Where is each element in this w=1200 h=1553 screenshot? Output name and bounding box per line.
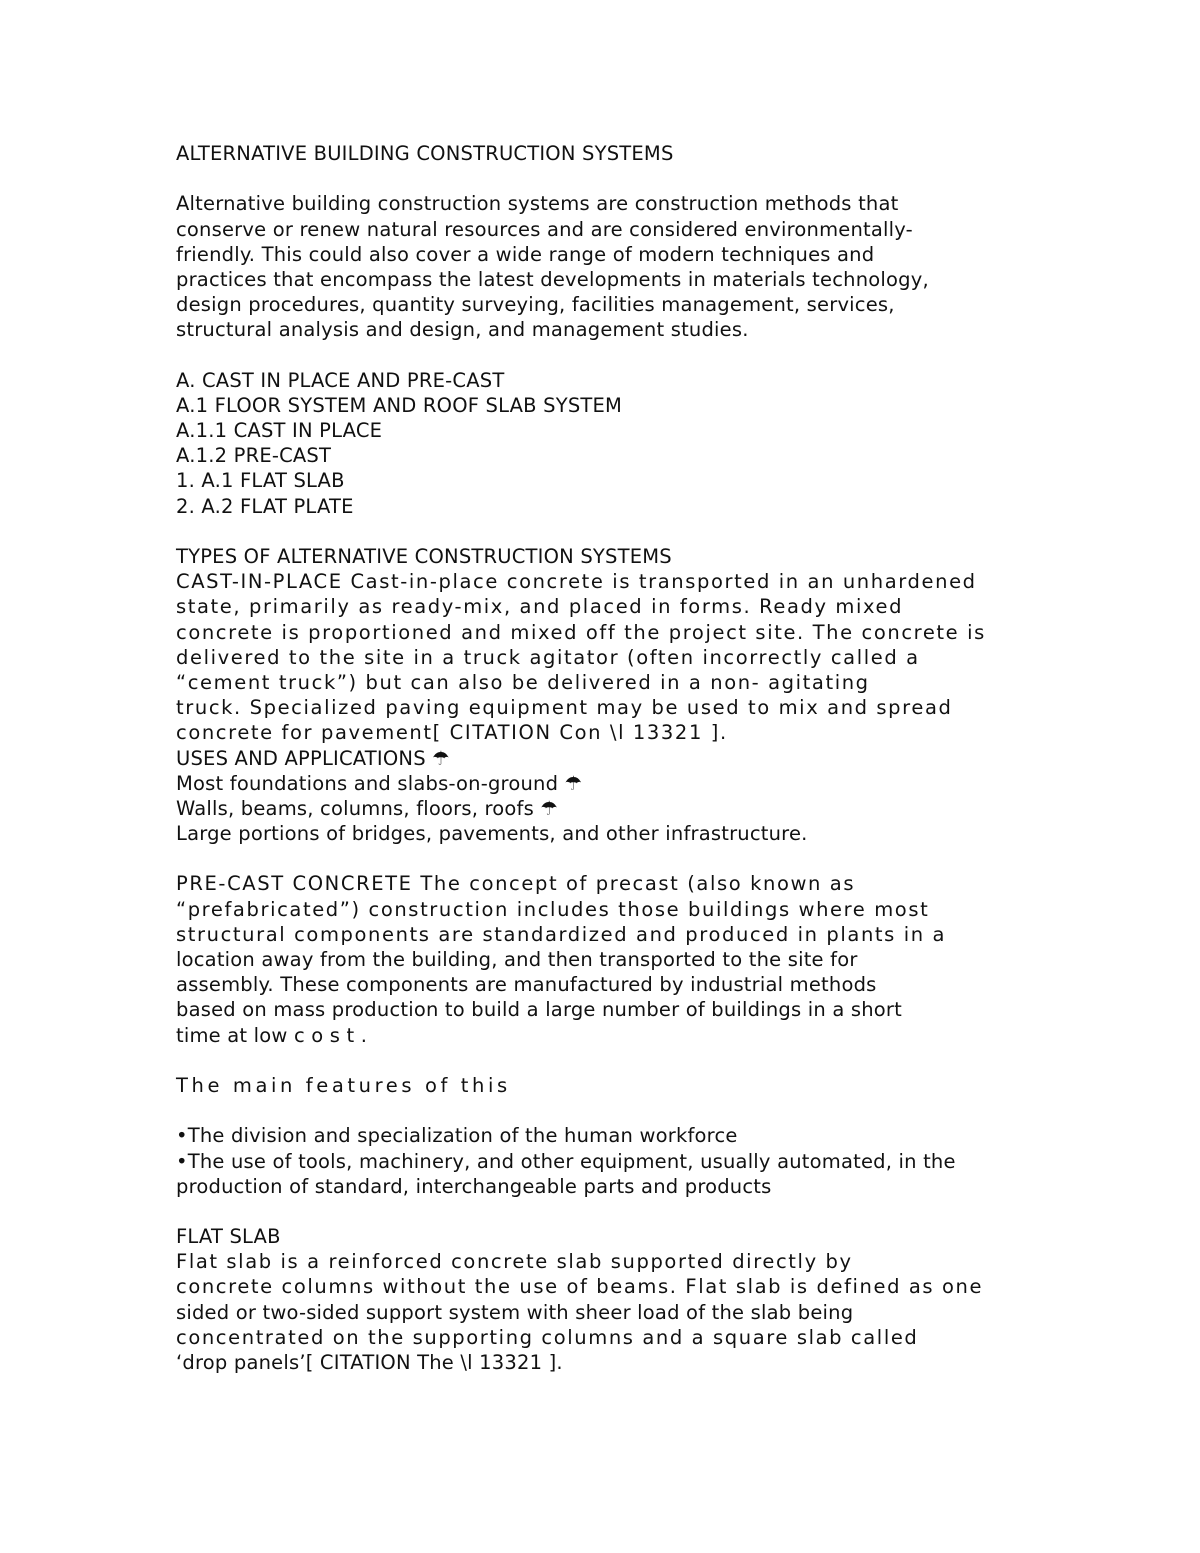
precast-line: time at low c o s t . — [176, 1023, 368, 1047]
spacer — [176, 166, 1036, 191]
spacer — [176, 1098, 1036, 1123]
feature-item: •The use of tools, machinery, and other equipment, usually automated, in the — [176, 1149, 956, 1173]
spacer — [176, 343, 1036, 368]
precast-paragraph — [176, 871, 1036, 1047]
precast-line: structural components are standardized and produced in plants in a — [176, 922, 947, 946]
cast-in-place-line: state, primarily as ready-mix, and placed in forms. Ready mixed — [176, 595, 904, 619]
document-title: ALTERNATIVE BUILDING CONSTRUCTION SYSTEMS — [176, 142, 674, 165]
uses-list — [176, 746, 1036, 847]
spacer — [176, 519, 1036, 544]
uses-item: Walls, beams, columns, floors, roofs ☂ — [176, 796, 559, 820]
intro-line: structural analysis and design, and management studies. — [176, 318, 749, 342]
document-body — [176, 141, 1036, 1375]
cast-in-place-line: concrete for pavement[ CITATION Con \l 13321 ]. — [176, 721, 728, 745]
spacer — [176, 1048, 1036, 1073]
flat-slab-line: ‘drop panels’[ CITATION The \l 13321 ]. — [176, 1351, 563, 1374]
flat-slab-line: Flat slab is a reinforced concrete slab supported directly by — [176, 1250, 853, 1274]
precast-line: PRE-CAST CONCRETE The concept of precast (also known as — [176, 872, 856, 896]
flat-slab-paragraph — [176, 1249, 1036, 1375]
spacer — [176, 846, 1036, 871]
flat-slab-line: concentrated on the supporting columns and a square slab called — [176, 1325, 919, 1349]
features-list — [176, 1123, 1036, 1199]
cast-in-place-paragraph — [176, 569, 1036, 745]
uses-item: Large portions of bridges, pavements, and other infrastructure. — [176, 822, 808, 846]
outline-item: A.1.1 CAST IN PLACE — [176, 419, 383, 443]
precast-line: location away from the building, and then transported to the site for — [176, 948, 858, 971]
uses-heading: USES AND APPLICATIONS ☂ — [176, 746, 450, 770]
outline-item: 1. A.1 FLAT SLAB — [176, 469, 345, 493]
intro-line: practices that encompass the latest developments in materials technology, — [176, 267, 929, 291]
precast-line: “prefabricated”) construction includes those buildings where most — [176, 897, 930, 921]
flat-slab-line: concrete columns without the use of beams. Flat slab is defined as one — [176, 1275, 984, 1299]
cast-in-place-line: “cement truck”) but can also be delivered in a non- agitating — [176, 670, 870, 694]
uses-item: Most foundations and slabs-on-ground ☂ — [176, 771, 583, 795]
outline-item: 2. A.2 FLAT PLATE — [176, 494, 354, 518]
features-heading: The main features of this — [176, 1073, 511, 1097]
outline-item: A.1.2 PRE-CAST — [176, 444, 332, 468]
types-heading: TYPES OF ALTERNATIVE CONSTRUCTION SYSTEMS — [176, 545, 672, 568]
flat-slab-line: sided or two-sided support system with sheer load of the slab being — [176, 1300, 854, 1324]
intro-line: friendly. This could also cover a wide range of modern techniques and — [176, 242, 875, 266]
cast-in-place-line: delivered to the site in a truck agitator (often incorrectly called a — [176, 645, 920, 669]
flat-slab-heading: FLAT SLAB — [176, 1225, 281, 1249]
intro-line: design procedures, quantity surveying, facilities management, services, — [176, 293, 895, 317]
spacer — [176, 1199, 1036, 1224]
feature-item: •The division and specialization of the human workforce — [176, 1124, 738, 1148]
cast-in-place-line: truck. Specialized paving equipment may be used to mix and spread — [176, 696, 953, 720]
outline-list — [176, 368, 1036, 519]
precast-line: based on mass production to build a large number of buildings in a short — [176, 998, 902, 1022]
intro-line: conserve or renew natural resources and are considered environmentally- — [176, 217, 913, 241]
cast-in-place-line: CAST-IN-PLACE Cast-in-place concrete is transported in an unhardened — [176, 570, 977, 594]
outline-item: A.1 FLOOR SYSTEM AND ROOF SLAB SYSTEM — [176, 393, 623, 417]
intro-line: Alternative building construction systems are construction methods that — [176, 192, 899, 216]
cast-in-place-line: concrete is proportioned and mixed off the project site. The concrete is — [176, 620, 986, 644]
outline-item: A. CAST IN PLACE AND PRE-CAST — [176, 368, 505, 392]
precast-line: assembly. These components are manufactured by industrial methods — [176, 973, 877, 997]
feature-item: production of standard, interchangeable parts and products — [176, 1174, 772, 1198]
intro-paragraph — [176, 191, 1036, 342]
